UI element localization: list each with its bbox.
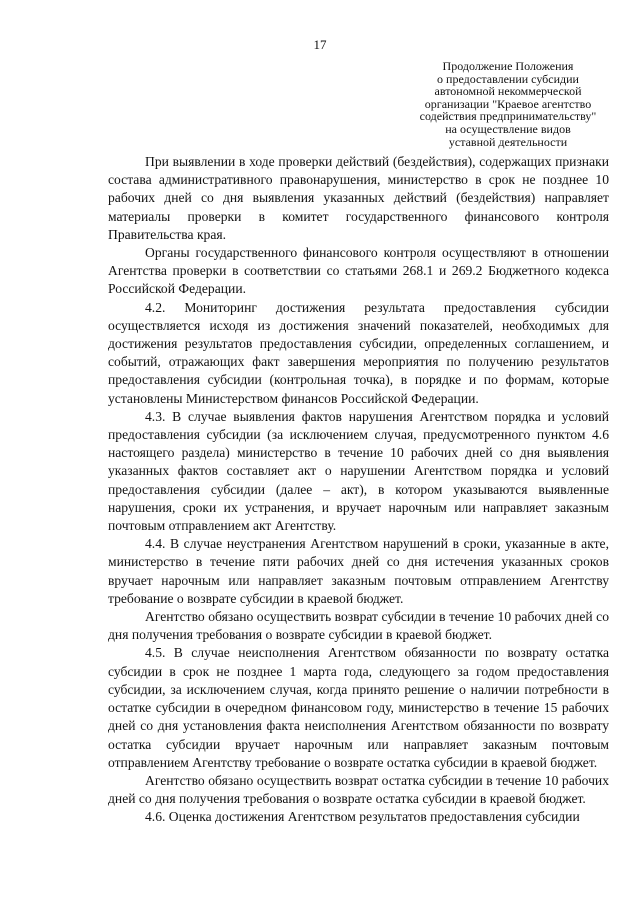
- paragraph: 4.6. Оценка достижения Агентством результатов предоставления субсидии: [145, 809, 580, 825]
- paragraph: 4.3. В случае выявления фактов нарушения Агентством порядка и условий предоставления субсидии (за исключением случая, предусмотренного пунктом 4.6 настоящего раздела) министерство в течение 10 рабочих дней со дня выявления указанных фактов составляет акт о нарушении Агентством порядка и условий предоставления субсидии (далее – акт), в котором указываются выявленные нарушения, сроки их устранения, и вручает нарочным или направляет заказным почтовым отправлением акт Агентству.: [108, 408, 609, 534]
- header-line: содействия предпринимательству": [419, 109, 597, 124]
- paragraph: При выявлении в ходе проверки действий (бездействия), содержащих признаки состава административного правонарушения, министерство в срок не позднее 10 рабочих дней со дня выявления указанных действий (бездействия) направляет материалы проверки в комитет государственного финансового контроля Правительства края.: [108, 154, 609, 242]
- header-line: уставной деятельности: [448, 134, 568, 149]
- header-line: автономной некоммерческой: [434, 84, 582, 99]
- header-line: на осуществление видов: [445, 121, 571, 136]
- paragraph: 4.5. В случае неисполнения Агентством обязанности по возврату остатка субсидии в срок не позднее 1 марта года, следующего за годом предоставления субсидии, за исключением случая, когда принято решение о наличии потребности в остатке субсидии в очередном финансовом году, министерство в течение 15 рабочих дней со дня установления факта неисполнения Агентством обязанности по возврату остатка субсидии вручает нарочным или направляет заказным почтовым отправлением Агентству требование о возврате остатка субсидии в краевой бюджет.: [108, 645, 609, 770]
- paragraph: 4.4. В случае неустранения Агентством нарушений в сроки, указанные в акте, министерство в течение пяти рабочих дней со дня истечения указанных сроков вручает нарочным или направляет заказным почтовым отправлением Агентству требование о возврате субсидии в краевой бюджет.: [108, 536, 609, 606]
- document-body: [108, 153, 609, 827]
- paragraph: Агентство обязано осуществить возврат остатка субсидии в течение 10 рабочих дней со дня получения требования о возврате остатка субсидии в краевой бюджет.: [108, 772, 609, 807]
- header-line: о предоставлении субсидии: [437, 71, 579, 86]
- paragraph: Агентство обязано осуществить возврат субсидии в течение 10 рабочих дней со дня получения требования о возврате субсидии в краевой бюджет.: [108, 609, 609, 643]
- paragraph: Органы государственного финансового контроля осуществляют в отношении Агентства проверки в соответствии со статьями 268.1 и 269.2 Бюджетного кодекса Российской Федерации.: [108, 245, 609, 297]
- header-line: организации "Краевое агентство: [424, 96, 592, 111]
- header-line: Продолжение Положения: [442, 59, 574, 73]
- document-header: [390, 60, 626, 148]
- paragraph: 4.2. Мониторинг достижения результата предоставления субсидии осуществляется исходя из достижения значений показателей, необходимых для достижения результатов предоставления субсидии, определенных соглашением, и событий, отражающих факт завершения мероприятия по получению результатов предоставления субсидии (контрольная точка), в порядке и по формам, которые установлены Министерством финансов Российской Федерации.: [108, 299, 609, 406]
- page-number: 17: [313, 37, 327, 52]
